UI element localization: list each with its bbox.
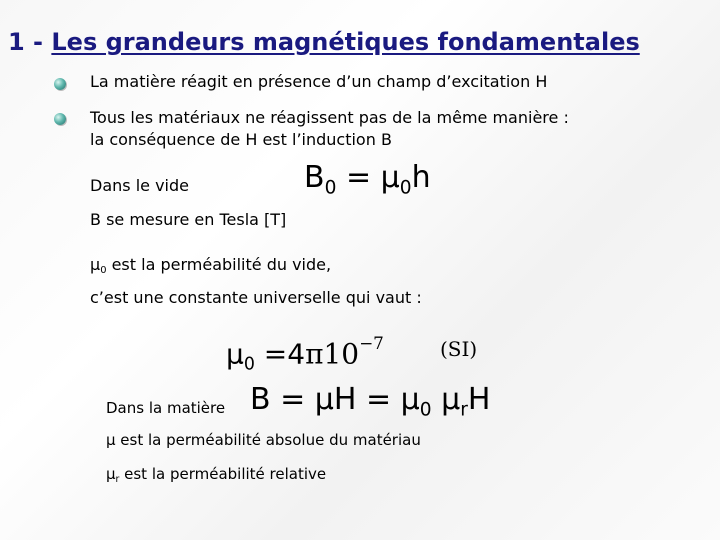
vacuum-formula: $B_0 = \mu_0h$	[304, 160, 431, 199]
bullet-icon	[54, 78, 66, 90]
mu0-value-formula: $\mu_0 =4\pi 10^{-7}$	[226, 333, 384, 375]
si-unit: (SI)	[440, 337, 478, 361]
mur-description: μr est la perméabilité relative	[106, 465, 327, 485]
matter-formula: $B = \mu H = \mu_0$ $\mu_rH$	[250, 382, 491, 421]
unit-text: B se mesure en Tesla [T]	[90, 210, 287, 229]
title-text: Les grandeurs magnétiques fondamentales	[51, 28, 640, 56]
title-number: 1 -	[8, 28, 52, 56]
bullet-text-2-line1: Tous les matériaux ne réagissent pas de la même manière :	[90, 108, 569, 127]
bullet-text-2-line2: la conséquence de H est l’induction B	[90, 130, 392, 149]
bullet-text-1: La matière réagit en présence d’un champ d’excitation H	[90, 72, 548, 91]
page-title	[8, 28, 640, 56]
matter-label: Dans la matière	[106, 399, 226, 417]
constant-text: c’est une constante universelle qui vaut :	[90, 288, 422, 307]
vacuum-label: Dans le vide	[90, 176, 189, 195]
bullet-icon	[54, 113, 66, 125]
mu-description: μ est la perméabilité absolue du matériau	[106, 431, 421, 449]
mu0-description: μ0 est la perméabilité du vide,	[90, 255, 332, 276]
